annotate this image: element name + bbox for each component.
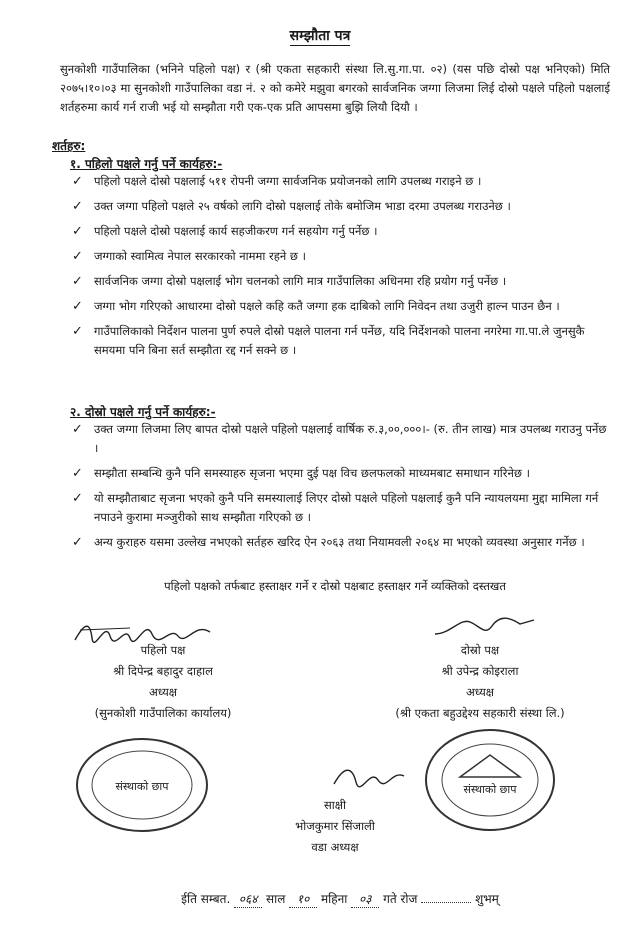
checkmark-icon: ✓: [72, 324, 83, 339]
right-stamp-text: संस्थाको छाप: [463, 783, 517, 796]
second-party-label: दोस्रो पक्ष: [460, 643, 500, 657]
list-item: ✓ पहिलो पक्षले दोस्रो पक्षलाई ५११ रोपनी जग्गा सार्वजनिक प्रयोजनको लागि उपलब्ध गराइने छ ।: [72, 174, 482, 189]
first-party-name: श्री दिपेन्द्र बहादुर दाहाल: [113, 664, 213, 678]
list-item: ✓ जग्गाको स्वामित्व नेपाल सरकारको नाममा रहने छ ।: [72, 249, 306, 264]
first-party-label: पहिलो पक्ष: [140, 643, 186, 657]
right-office-seal: [420, 725, 560, 835]
checkmark-icon: ✓: [72, 274, 83, 289]
left-stamp-text: संस्थाको छाप: [115, 780, 169, 793]
witness-name: भोजकुमार सिंजाली: [295, 819, 375, 833]
checkmark-icon: ✓: [72, 491, 83, 506]
intro-paragraph: सुनकोशी गाउँपालिका (भनिने पहिलो पक्ष) र (श्री एकता सहकारी संस्था लि.सु.गा.पा. ०२) (यस पछि दोस्रो पक्ष भनिएको) मिति २०७५।१०।०३ मा सुनकोशी गाउँपालिका वडा नं. २ को कमेरे मझुवा बगरको सार्वजनिक जग्गा लिजमा लिई दोस्रो पक्षले पहिलो पक्षलाई शर्तहरुमा कार्य गर्न राजी भई यो सम्झौता गरी एक-एक प्रति आपसमा बुझि लियौ दियौ ।: [60, 62, 610, 114]
section2-heading: २. दोस्रो पक्षले गर्नु पर्ने कार्यहरु:-: [70, 405, 216, 419]
first-party-office: (सुनकोशी गाउँपालिका कार्यालय): [94, 706, 232, 720]
list-item: ✓ अन्य कुराहरु यसमा उल्लेख नभएको सर्तहरु खरिद ऐन २०६३ तथा नियामवली २०६४ मा भएको व्यवस्था अनुसार गर्नेछ ।: [72, 535, 585, 550]
date-year: ०६४: [234, 890, 262, 908]
date-line: ईति सम्बत. ०६४ साल १० महिना ०३ गते रोज शुभम्: [181, 892, 499, 906]
witness-role: वडा अध्यक्ष: [311, 840, 359, 854]
left-office-seal: [72, 735, 212, 835]
second-party-role: अध्यक्ष: [465, 685, 495, 699]
list-item: ✓ सम्झौता सम्बन्धि कुनै पनि समस्याहरु सृजना भएमा दुई पक्ष विच छलफलको माध्यमबाट समाधान गरिनेछ ।: [72, 466, 530, 481]
date-day: ०३: [351, 890, 379, 908]
list-item: ✓ सार्वजनिक जग्गा दोस्रो पक्षलाई भोग चलनको लागि मात्र गाउँपालिका अधिनमा रहि प्रयोग गर्नु पर्नेछ ।: [72, 274, 507, 289]
second-party-signature: [430, 612, 540, 642]
witness-block: [245, 795, 425, 858]
first-party-role: अध्यक्ष: [148, 685, 178, 699]
checkmark-icon: ✓: [72, 249, 83, 264]
second-party-block: [355, 640, 605, 724]
checkmark-icon: ✓: [72, 299, 83, 314]
second-party-office: (श्री एकता बहुउद्देश्य सहकारी संस्था लि.): [395, 706, 565, 720]
section1-heading: १. पहिलो पक्षले गर्नु पर्ने कार्यहरु:-: [70, 157, 223, 171]
list-item: ✓ गाउँपालिकाको निर्देशन पालना पुर्ण रुपले दोस्रो पक्षले पालना गर्न पर्नेछ, यदि निर्देशनको पालना नगरेमा गा.पा.ले जुनसुकै समयमा पनि बिना सर्त सम्झौता रद्द गर्न सक्ने छ ।: [72, 324, 585, 357]
checkmark-icon: ✓: [72, 422, 83, 437]
checkmark-icon: ✓: [72, 174, 83, 189]
section1-list: [72, 172, 612, 366]
conditions-label: शर्तहरु:: [52, 139, 86, 153]
signature-instruction: पहिलो पक्षको तर्फबाट हस्ताक्षर गर्ने र दोस्रो पक्षबाट हस्ताक्षर गर्ने व्यक्तिको दस्तखत: [164, 579, 506, 593]
witness-label: साक्षी: [324, 798, 346, 812]
second-party-name: श्री उपेन्द्र कोइराला: [441, 664, 519, 678]
checkmark-icon: ✓: [72, 199, 83, 214]
date-month: १०: [289, 890, 317, 908]
checkmark-icon: ✓: [72, 224, 83, 239]
document-title: सम्झौता पत्र: [289, 28, 351, 44]
date-weekday-blank: [421, 902, 471, 903]
section2-list: [72, 420, 612, 558]
checkmark-icon: ✓: [72, 466, 83, 481]
list-item: ✓ यो सम्झौताबाट सृजना भएको कुनै पनि समस्यालाई लिएर दोस्रो पक्षले पहिलो पक्षलाई कुनै पनि न्यायलयमा मुद्दा मामिला गर्न नपाउने कुरामा मञ्जुरीको साथ सम्झौता गरिएको छ ।: [72, 491, 599, 524]
list-item: ✓ पहिलो पक्षले दोस्रो पक्षलाई कार्य सहजीकरण गर्न सहयोग गर्नु पर्नेछ ।: [72, 224, 378, 239]
list-item: ✓ जग्गा भोग गरिएको आधारमा दोस्रो पक्षले कहि कतै जग्गा हक दाबिको लागि निवेदन तथा उजुरी हाल्न पाउन छैन ।: [72, 299, 560, 314]
list-item: ✓ उक्त जग्गा लिजमा लिए बापत दोस्रो पक्षले पहिलो पक्षलाई वार्षिक रु.३,००,०००।- (रु. तीन लाख) मात्र उपलब्ध गराउनु पर्नेछ ।: [72, 422, 607, 455]
list-item: ✓ उक्त जग्गा पहिलो पक्षले २५ वर्षको लागि दोस्रो पक्षलाई तोके बमोजिम भाडा दरमा उपलब्ध गराउनेछ ।: [72, 199, 511, 214]
first-party-block: [38, 640, 288, 724]
witness-signature: [330, 762, 410, 792]
checkmark-icon: ✓: [72, 535, 83, 550]
